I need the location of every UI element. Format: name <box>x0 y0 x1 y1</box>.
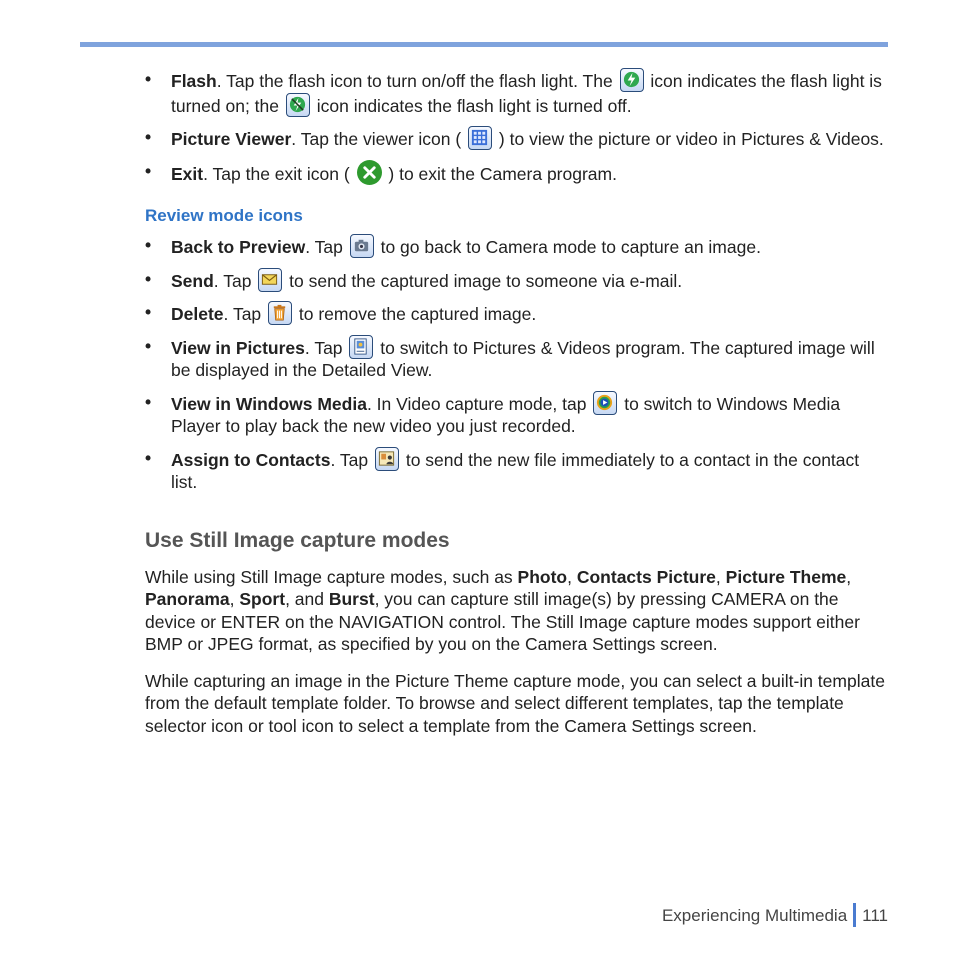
list-item-back-to-preview: • Back to Preview. Tap to go back to Camera mode to capture an image. <box>145 234 890 259</box>
flash-on-icon <box>620 68 644 92</box>
delete-icon <box>268 301 292 325</box>
camera-icons-list <box>145 68 890 185</box>
windows-media-icon <box>593 391 617 415</box>
paragraph-picture-theme: While capturing an image in the Picture Theme capture mode, you can select a built-in template from the default template folder. To browse and select different templates, tap the template selector icon or tool icon to select a template from the Camera Settings screen. <box>145 670 885 736</box>
page-number: 111 <box>862 906 888 925</box>
list-item-exit: • Exit. Tap the exit icon ( ) to exit the Camera program. <box>145 160 890 186</box>
paragraph-still-image-modes: While using Still Image capture modes, such as Photo, Contacts Picture, Picture Theme, Panorama, Sport, and Burst, you can capture still image(s) by pressing CAMERA on the device or ENTER on the NAVIGATION control. The Still Image capture modes support either BMP or JPEG format, as specified by you on the Camera Settings screen. <box>145 566 860 654</box>
list-item-view-in-pictures: • View in Pictures. Tap to switch to Pictures & Videos program. The captured image will be displayed in the Detailed View. <box>145 335 890 382</box>
assign-to-contacts-icon <box>375 447 399 471</box>
list-item-send: • Send. Tap to send the captured image to someone via e-mail. <box>145 268 890 293</box>
send-icon <box>258 268 282 292</box>
list-item-assign-to-contacts: • Assign to Contacts. Tap to send the new file immediately to a contact in the contact list. <box>145 447 890 494</box>
flash-off-icon <box>286 93 310 117</box>
list-item-picture-viewer: • Picture Viewer. Tap the viewer icon ( ) to view the picture or video in Pictures & Videos. <box>145 126 890 151</box>
exit-icon <box>357 160 382 185</box>
footer-section-title: Experiencing Multimedia <box>661 906 848 925</box>
back-to-preview-icon <box>350 234 374 258</box>
list-item-flash: • Flash. Tap the flash icon to turn on/off the flash light. The icon indicates the flash light is turned on; the icon indicates the flash light is turned off. <box>145 68 890 117</box>
page-content <box>145 68 890 751</box>
review-icons-list <box>145 234 890 494</box>
list-item-view-in-windows-media: • View in Windows Media. In Video capture mode, tap to switch to Windows Media Player to play back the new video you just recorded. <box>145 391 890 438</box>
page-footer <box>662 903 888 927</box>
review-mode-heading: Review mode icons <box>145 206 303 225</box>
top-rule <box>80 42 888 47</box>
section-heading: Use Still Image capture modes <box>145 528 450 552</box>
view-in-pictures-icon <box>349 335 373 359</box>
footer-divider <box>853 903 856 927</box>
viewer-icon <box>468 126 492 150</box>
list-item-delete: • Delete. Tap to remove the captured image. <box>145 301 890 326</box>
